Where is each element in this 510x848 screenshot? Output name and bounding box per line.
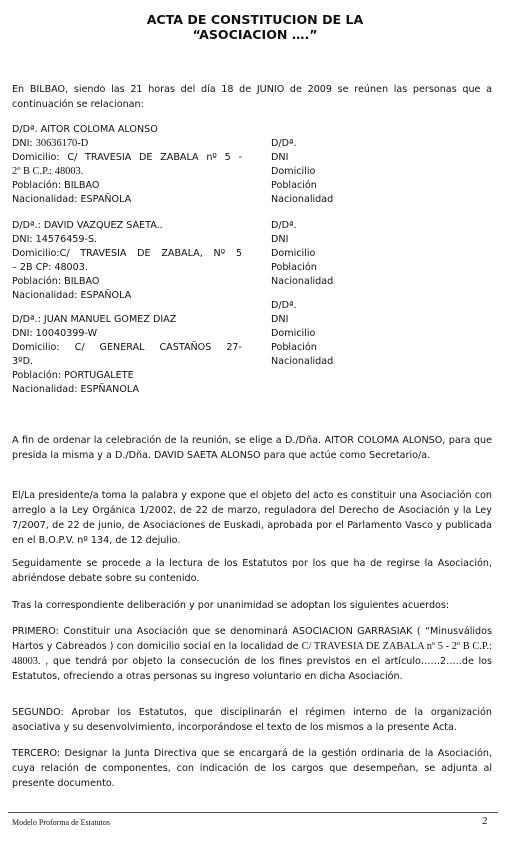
right-label-nacionalidad: Nacionalidad	[271, 356, 334, 367]
paragraph-segundo: SEGUNDO: Aprobar los Estatutos, que disciplinarán el régimen interno de la organización asociativa y su desenvolvimiento, incorporándose el texto de los mismos a la presente Acta.	[12, 707, 492, 733]
primero-text: PRIMERO: Constituir una Asociación que se denominará ASOCIACION GARRASIAK ( “Minusválidos Hartos y Cabreados ) con domicilio social en la localidad de	[12, 626, 492, 652]
person-2-name: D/Dª.: DAVID VAZQUEZ SAETA..	[12, 220, 163, 231]
person-2-nacionalidad: Nacionalidad: ESPAÑOLA	[12, 290, 132, 301]
paragraph-lectura: Seguidamente se procede a la lectura de los Estatutos por los que ha de regirse la Asociación, abriéndose debate sobre su contenido.	[12, 558, 492, 584]
right-block-1	[271, 137, 391, 207]
paragraph-tercero: TERCERO: Designar la Junta Directiva que se encargará de la gestión ordinaria de la Asociación, cuya relación de componentes, con indicación de los cargos que desempeñan, se adjunta al presente documento.	[12, 748, 492, 789]
document-title-line-2: “ASOCIACION ….”	[192, 27, 318, 42]
right-block-2	[271, 219, 391, 289]
right-label-name: D/Dª.	[271, 138, 297, 149]
right-label-name: D/Dª.	[271, 220, 297, 231]
person-1-dni	[12, 137, 242, 151]
person-3-poblacion: Población: PORTUGALETE	[12, 370, 134, 381]
right-block-3	[271, 299, 391, 369]
right-label-poblacion: Población	[271, 180, 317, 191]
document-title-line-1: ACTA DE CONSTITUCION DE LA	[146, 12, 364, 27]
primero-address: C/ TRAVESIA DE ZABALA nº 5 - 2º B C.P.: 48003.	[12, 641, 492, 667]
paragraph-objeto: El/La presidente/a toma la palabra y expone que el objeto del acto es constituir una Asociación con arreglo a la Ley Orgánica 1/2002, de 22 de marzo, reguladora del Derecho de Asociación y la Ley 7/2007, de 22 de junio, de Asociaciones de Euskadi, aprobada por el Parlamento Vasco y publicada en el B.O.P.V. nº 134, de 12 dejulio.	[12, 490, 492, 546]
dni-prefix: DNI:	[12, 138, 36, 149]
right-label-dni: DNI	[271, 152, 289, 163]
person-1-nacionalidad: Nacionalidad: ESPAÑOLA	[12, 194, 132, 205]
person-2-domicilio-line-2: – 2B CP: 48003.	[12, 262, 88, 273]
person-3-name: D/Dª.: JUAN MANUEL GOMEZ DIAZ	[12, 314, 177, 325]
right-label-poblacion: Población	[271, 262, 317, 273]
right-label-nacionalidad: Nacionalidad	[271, 276, 334, 287]
person-3-nacionalidad: Nacionalidad: ESPÑANOLA	[12, 384, 140, 395]
person-3-domicilio-line-2: 3ºD.	[12, 356, 34, 367]
right-label-dni: DNI	[271, 314, 289, 325]
person-1-poblacion: Población: BILBAO	[12, 180, 100, 191]
person-2-domicilio-line-1: Domicilio:C/ TRAVESIA DE ZABALA, Nº 5	[12, 248, 242, 259]
person-3-domicilio-line-1: Domicilio: C/ GENERAL CASTAÑOS 27-	[12, 342, 242, 353]
right-label-dni: DNI	[271, 234, 289, 245]
page-number: 2	[482, 815, 488, 827]
person-3-block	[12, 313, 242, 397]
primero-objeto: , que tendrá por objeto la consecución de los fines previstos en el artículo……2…..de los Estatutos, ofreciendo a otras personas su ingreso voluntario en dicha Asociación.	[12, 656, 492, 682]
person-1-domicilio-line-2: 2º B C.P.: 48003.	[12, 166, 84, 177]
right-label-nacionalidad: Nacionalidad	[271, 194, 334, 205]
person-1-name: D/Dª. AITOR COLOMA ALONSO	[12, 124, 158, 135]
footer-divider	[8, 812, 498, 813]
person-1-domicilio-line-1: Domicilio: C/ TRAVESIA DE ZABALA nº 5 -	[12, 152, 242, 163]
right-label-domicilio: Domicilio	[271, 248, 316, 259]
person-3-dni: DNI: 10040399-W	[12, 328, 98, 339]
paragraph-primero	[12, 624, 492, 684]
person-2-poblacion: Población: BILBAO	[12, 276, 100, 287]
intro-paragraph: En BILBAO, siendo las 21 horas del día 18 de JUNIO de 2009 se reúnen las personas que a continuación se relacionan:	[12, 84, 492, 110]
paragraph-presidencia: A fin de ordenar la celebración de la reunión, se elige a D./Dña. AITOR COLOMA ALONSO, para que presida la misma y a D./Dña. DAVID SAETA ALONSO para que actúe como Secretario/a.	[12, 435, 492, 461]
person-1-dni-value: 30636170-D	[35, 138, 89, 149]
right-label-name: D/Dª.	[271, 300, 297, 311]
person-2-dni: DNI: 14576459-S.	[12, 234, 98, 245]
right-label-domicilio: Domicilio	[271, 328, 316, 339]
person-2-block	[12, 219, 242, 303]
footer-label: Modelo Proforma de Estatutos	[12, 818, 110, 827]
right-label-poblacion: Población	[271, 342, 317, 353]
paragraph-deliberacion: Tras la correspondiente deliberación y por unanimidad se adoptan los siguientes acuerdos:	[12, 600, 450, 611]
right-label-domicilio: Domicilio	[271, 166, 316, 177]
person-1-block	[12, 123, 242, 207]
